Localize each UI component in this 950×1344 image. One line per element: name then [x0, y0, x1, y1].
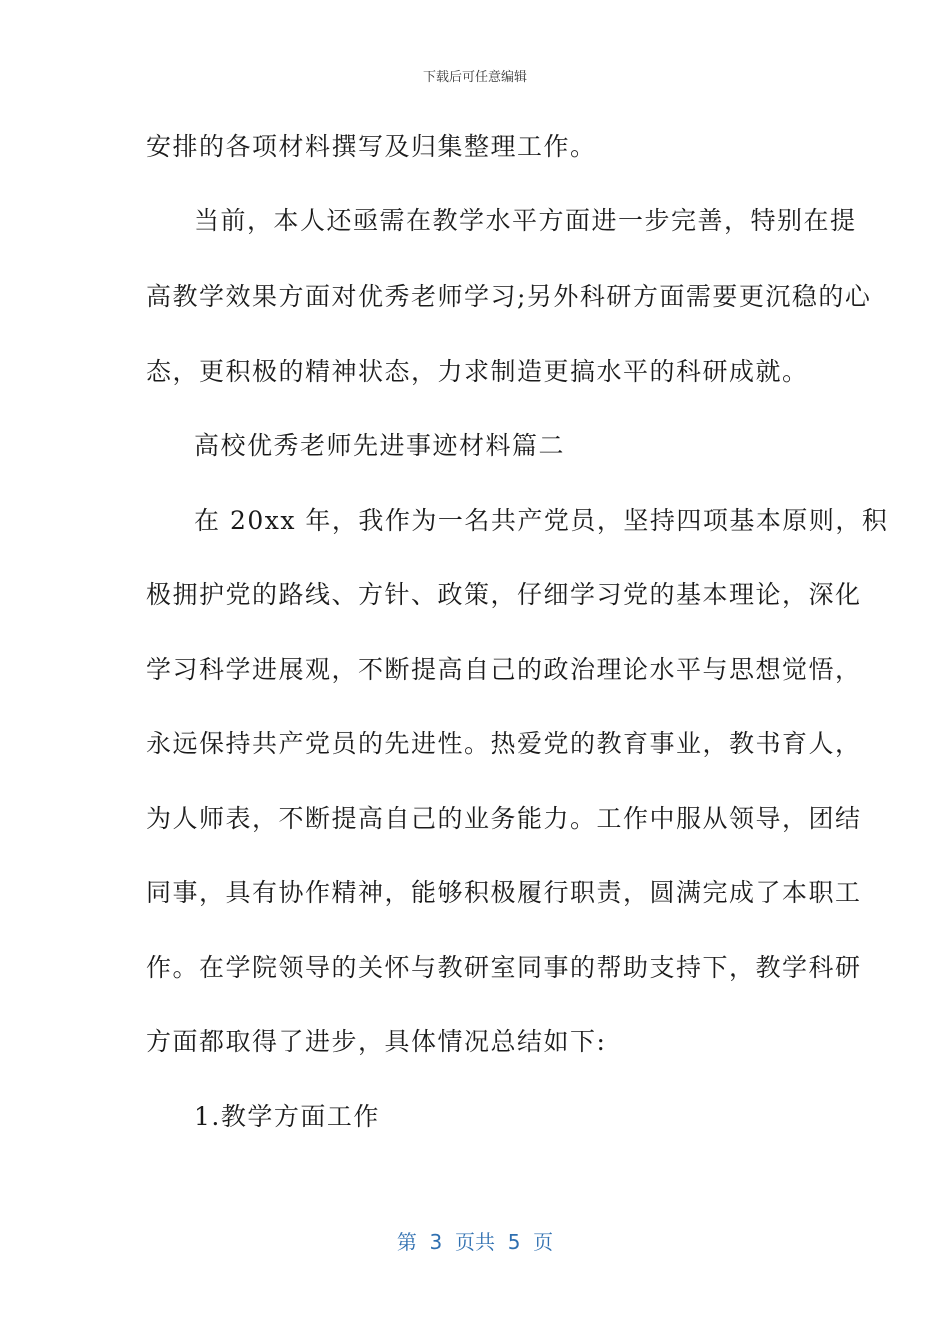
body-line: 安排的各项材料撰写及归集整理工作。 [146, 132, 597, 161]
body-line: 学习科学进展观，不断提高自己的政治理论水平与思想觉悟， [146, 655, 862, 684]
header-note: 下载后可任意编辑 [422, 70, 527, 85]
body-line: 态，更积极的精神状态，力求制造更搞水平的科研成就。 [146, 357, 809, 386]
body-line: 方面都取得了进步，具体情况总结如下: [146, 1027, 607, 1056]
body-line: 永远保持共产党员的先进性。热爱党的教育事业，教书育人， [146, 729, 862, 758]
list-item-heading: 1.教学方面工作 [194, 1102, 380, 1131]
body-line: 高教学效果方面对优秀老师学习;另外科研方面需要更沉稳的心 [146, 282, 872, 311]
body-line: 极拥护党的路线、方针、政策，仔细学习党的基本理论，深化 [146, 580, 862, 609]
body-line: 为人师表，不断提高自己的业务能力。工作中服从领导，团结 [146, 804, 862, 833]
page-number: 第 3 页共 5 页 [396, 1230, 554, 1254]
body-line: 作。在学院领导的关怀与教研室同事的帮助支持下，教学科研 [146, 953, 862, 982]
body-line: 同事，具有协作精神，能够积极履行职责，圆满完成了本职工 [146, 878, 862, 907]
section-heading: 高校优秀老师先进事迹材料篇二 [194, 431, 566, 460]
body-line: 当前，本人还亟需在教学水平方面进一步完善，特别在提 [194, 206, 857, 235]
body-line: 在 20xx 年，我作为一名共产党员，坚持四项基本原则，积 [194, 506, 889, 535]
